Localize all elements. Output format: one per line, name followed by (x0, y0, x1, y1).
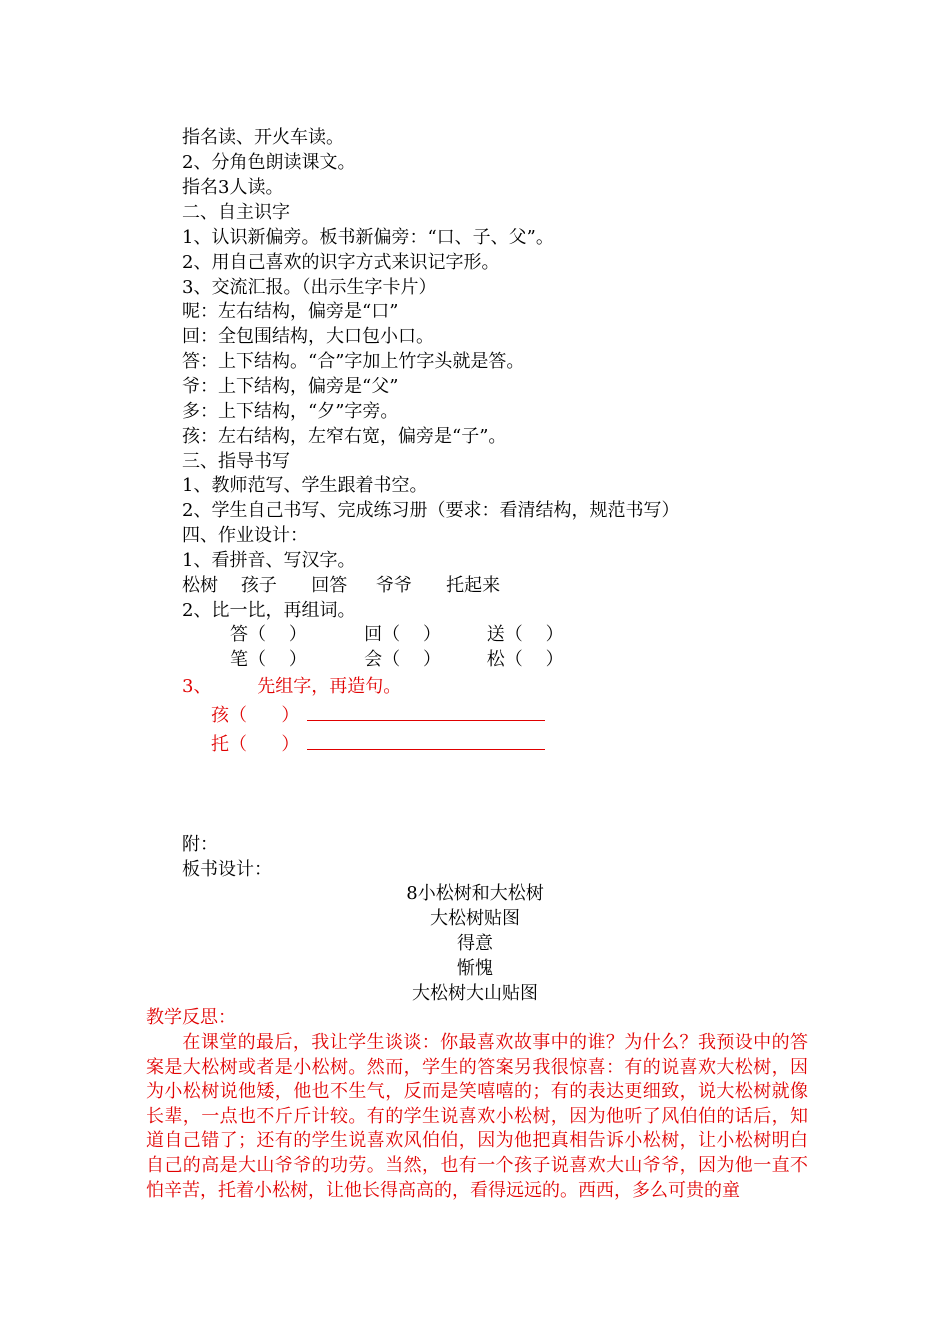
text-line: 2、用自己喜欢的识字方式来识记字形。 (182, 252, 500, 273)
board-line: 大松树大山贴图 (412, 983, 538, 1004)
reflection-paragraph (146, 1031, 808, 1203)
fill-in-label: 托（ ） (211, 734, 300, 755)
text-line: 板书设计： (182, 859, 272, 880)
exercise-heading: 3、 先组字，再造句。 (182, 676, 402, 697)
text-line: 1、认识新偏旁。板书新偏旁：“口、子、父”。 (182, 227, 554, 248)
text-line: 孩：左右结构，左窄右宽，偏旁是“子”。 (182, 426, 507, 447)
fill-in-label: 孩（ ） (211, 705, 300, 726)
section-heading: 三、指导书写 (182, 451, 290, 472)
text-line: 附： (182, 834, 218, 855)
text-line: 指名读、开火车读。 (182, 127, 344, 148)
text-line: 1、教师范写、学生跟着书空。 (182, 475, 428, 496)
text-line: 3、交流汇报。（出示生字卡片） (182, 277, 437, 298)
section-heading: 四、作业设计： (182, 525, 308, 546)
text-line: 回：全包围结构，大口包小口。 (182, 326, 434, 347)
section-heading: 二、自主识字 (182, 202, 290, 223)
fill-in-row (211, 704, 545, 728)
text-line: 指名3人读。 (182, 177, 284, 198)
text-line: 1、看拼音、写汉字。 (182, 550, 356, 571)
text-line: 2、比一比，再组词。 (182, 600, 356, 621)
blank-line (307, 733, 545, 750)
text-line: 多：上下结构，“夕”字旁。 (182, 401, 399, 422)
reflection-heading: 教学反思： (146, 1007, 236, 1028)
exercise-row: 笔（ ） 会（ ） 松（ ） (230, 649, 564, 670)
text-line: 答：上下结构。“合”字加上竹字头就是答。 (182, 351, 525, 372)
text-line: 2、分角色朗读课文。 (182, 152, 356, 173)
exercise-row: 答（ ） 回（ ） 送（ ） (230, 624, 564, 645)
board-line: 大松树贴图 (430, 908, 520, 929)
fill-in-row (211, 733, 545, 757)
text-line: 呢：左右结构，偏旁是“口” (182, 301, 399, 322)
text-line: 2、学生自己书写、完成练习册（要求：看清结构，规范书写） (182, 500, 680, 521)
text-line: 松树 孩子 回答 爷爷 托起来 (182, 575, 501, 596)
text-line: 爷：上下结构，偏旁是“父” (182, 376, 399, 397)
board-line: 8小松树和大松树 (406, 883, 544, 904)
board-line: 得意 (457, 933, 493, 954)
reflection-text: 在课堂的最后，我让学生谈谈：你最喜欢故事中的谁？为什么？我预设中的答案是大松树或者是小松树。然而，学生的答案另我很惊喜：有的说喜欢大松树，因为小松树说他矮，他也不生气，反而是笑嘻嘻的；有的表达更细致，说大松树就像长辈，一点也不斤斤计较。有的学生说喜欢小松树，因为他听了风伯伯的话后，知道自己错了；还有的学生说喜欢风伯伯，因为他把真相告诉小松树，让小松树明白自己的高是大山爷爷的功劳。当然，也有一个孩子说喜欢大山爷爷，因为他一直不怕辛苦，托着小松树，让他长得高高的，看得远远的。西西，多么可贵的童 (146, 1032, 808, 1201)
board-line: 惭愧 (457, 958, 493, 979)
blank-line (307, 704, 545, 721)
